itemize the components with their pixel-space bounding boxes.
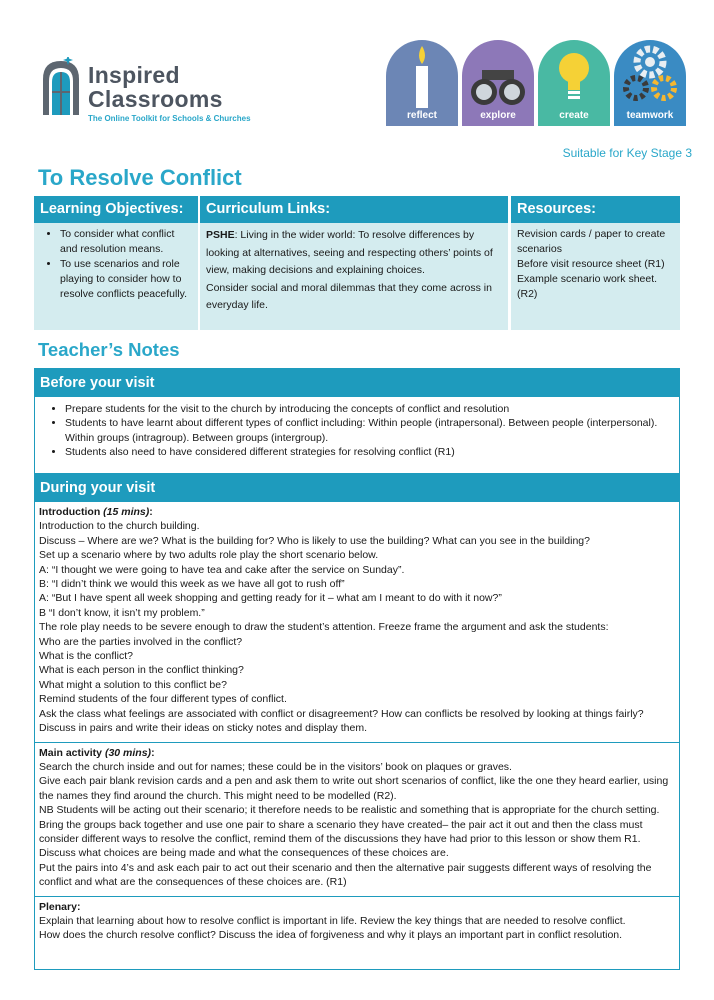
intro-line: Set up a scenario where by two adults role play the short scenario below. xyxy=(39,549,379,562)
objectives-heading: Learning Objectives: xyxy=(34,196,198,223)
arch-teamwork xyxy=(614,40,686,126)
gears-icon xyxy=(614,40,686,110)
inspired-classrooms-logo xyxy=(40,52,300,127)
intro-line: Introduction to the church building. xyxy=(39,520,200,533)
arch-label: reflect xyxy=(406,110,437,121)
objective-item: • To use scenarios and role playing to consider how to resolve conflicts peacefully. xyxy=(60,257,194,302)
page-title: To Resolve Conflict xyxy=(38,165,242,190)
arch-label: create xyxy=(559,110,589,121)
candle-icon xyxy=(386,40,458,110)
objective-item: • To consider what conflict and resolution means. xyxy=(60,227,194,257)
main-line: Put the pairs into 4’s and ask each pair to act out their scenario and then the alternative pair suggests different ways of resolving the conflict and what are the consequences of these choices are. (R1) xyxy=(39,861,652,889)
intro-title: Introduction (15 mins): xyxy=(39,506,153,518)
intro-line: Who are the parties involved in the conflict? xyxy=(39,635,243,648)
teachers-notes-title: Teacher’s Notes xyxy=(38,339,180,360)
lesson-overview xyxy=(34,196,680,330)
arch-label: explore xyxy=(480,110,516,121)
intro-line: What might a solution to this conflict be? xyxy=(39,678,227,691)
resource-item: Revision cards / paper to create scenarios xyxy=(517,228,666,255)
curriculum-heading: Curriculum Links: xyxy=(200,196,508,223)
intro-line: B “I don’t know, it isn’t my problem.” xyxy=(39,606,205,619)
intro-line: Discuss – Where are we? What is the building for? Who is likely to use the building? What can you see in the building? xyxy=(39,534,590,547)
intro-line: Remind students of the four different types of conflict. xyxy=(39,693,287,706)
resources-heading: Resources: xyxy=(511,196,680,223)
logo-tagline: The Online Toolkit for Schools & Churches xyxy=(88,114,251,123)
before-item: • Students to have learnt about different types of conflict including: Within people (intrapersonal). Between people (interpersonal). Within groups (intragroup). Between groups (intergroup). xyxy=(65,416,675,445)
intro-line: Discuss in pairs and write their ideas on sticky notes and display them. xyxy=(39,722,367,735)
during-visit-heading: During your visit xyxy=(35,474,679,502)
before-visit-heading: Before your visit xyxy=(35,369,679,397)
intro-line: The role play needs to be severe enough to draw the student’s attention. Freeze frame the argument and ask the students: xyxy=(39,621,609,634)
resource-item: Before visit resource sheet (R1) xyxy=(517,258,665,270)
curriculum-links xyxy=(200,196,508,330)
before-item: • Prepare students for the visit to the church by introducing the concepts of conflict and resolution xyxy=(65,402,675,416)
main-activity-title: Main activity (30 mins): xyxy=(39,746,155,759)
logo-line-2: Classrooms xyxy=(88,86,223,112)
main-line: Bring the groups back together and use one pair to share a scenario they have created– the pair act it out and then the class must consider different ways to resolve the conflict, remind them of the discussions they have had prior to this lesson or show them R1. xyxy=(39,818,643,845)
lightbulb-icon xyxy=(538,40,610,110)
curriculum-text-2: Consider social and moral dilemmas that they come across in everyday life. xyxy=(206,281,492,311)
main-line: Search the church inside and out for names; these could be in the visitors’ book on plaques or graves. xyxy=(39,760,512,773)
arch-reflect xyxy=(386,40,458,126)
pshe-label: PSHE xyxy=(206,229,235,241)
intro-line: A: “I thought we were going to have tea and cake after the service on Sunday”. xyxy=(39,563,405,576)
key-stage-label: Suitable for Key Stage 3 xyxy=(562,146,692,160)
divider xyxy=(35,896,679,897)
arch-label: teamwork xyxy=(626,110,674,121)
intro-line: What is the conflict? xyxy=(39,650,133,663)
plenary-title: Plenary: xyxy=(39,900,81,913)
plenary-line: Explain that learning about how to resolve conflict is important in life. Review the key things that are needed to resolve conflict. xyxy=(39,914,626,927)
arch-explore xyxy=(462,40,534,126)
before-visit-section xyxy=(34,368,680,474)
divider xyxy=(35,742,679,743)
intro-line: What is each person in the conflict thinking? xyxy=(39,664,244,677)
curriculum-text: : Living in the wider world: To resolve differences by looking at alternatives, seeing and respecting others’ points of view, making decisions and explaining choices. xyxy=(206,229,493,276)
before-item: • Students also need to have considered different strategies for resolving conflict (R1) xyxy=(65,445,675,459)
main-line: NB Students will be acting out their scenario; it therefore needs to be realistic and something that is appropriate for the church setting. xyxy=(39,804,660,817)
intro-line: Ask the class what feelings are associated with conflict or disagreement? How can conflicts be resolved by looking at things fairly? xyxy=(39,707,644,720)
church-door-icon xyxy=(40,57,82,117)
main-line: Give each pair blank revision cards and a pen and ask them to write out short scenarios of conflict, like the one they heard earlier, using the names they find around the church. This might need to be modelled (R2). xyxy=(39,775,669,802)
learning-objectives xyxy=(34,196,198,330)
logo-line-1: Inspired xyxy=(88,62,180,88)
resources xyxy=(511,196,680,330)
main-line: Discuss what choices are being made and what the consequences of these choices are. xyxy=(39,847,449,860)
during-visit-section xyxy=(34,474,680,970)
arch-create xyxy=(538,40,610,126)
activity-arches xyxy=(386,40,706,128)
resource-item: Example scenario work sheet. (R2) xyxy=(517,273,658,300)
binoculars-icon xyxy=(462,40,534,110)
intro-line: A: “But I have spent all week shopping and getting ready for it – what am I meant to do with it now?” xyxy=(39,592,502,605)
plenary-line: How does the church resolve conflict? Discuss the idea of forgiveness and why it plays an important part in conflict resolution. xyxy=(39,929,623,942)
intro-line: B: “I didn’t think we would this week as we have all got to rush off” xyxy=(39,578,345,591)
